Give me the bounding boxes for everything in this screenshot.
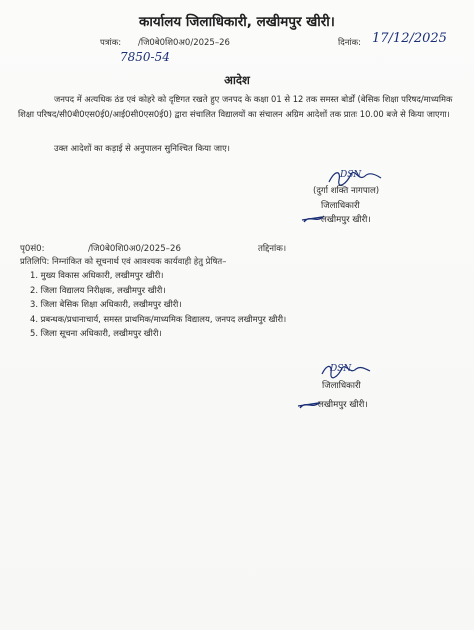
date-label: दिनांक: [338, 38, 362, 48]
endorsement-reference: /जि0बे0शि0अ0/2025–26 [88, 244, 181, 254]
endorsement-intro: प्रतिलिपि: निम्नांकित को सूचनार्थ एवं आवश्यक कार्यवाही हेतु प्रेषित– [20, 256, 227, 266]
signature-initials: DSN [340, 170, 362, 180]
recipient-list [30, 268, 286, 341]
order-paragraph-main: जनपद में अत्यधिक ठंड एवं कोहरे को दृष्टिगत रखते हुए जनपद के कक्षा 01 से 12 तक समस्त बोर्डों (बेसिक शिक्षा परिषद/माध्यमिक शिक्षा परिषद/सी0बी0एस0ई0/आई0सी0एस0ई0) द्वारा संचालित विद्यालयों का संचालन अग्रिम आदेशों तक प्रातः 10.00 बजे से किया जाएगा। [18, 94, 453, 119]
endorsement-date: तद्दिनांक। [258, 244, 287, 254]
list-item: 5. जिला सूचना अधिकारी, लखीमपुर खीरी। [30, 328, 162, 338]
list-item: 3. जिला बेसिक शिक्षा अधिकारी, लखीमपुर खीरी। [30, 299, 182, 309]
letter-reference: /जि0बे0शि0अ0/2025–26 [138, 38, 230, 48]
letter-label: पत्रांक: [100, 38, 122, 48]
signature-initials-2: DSN [330, 364, 352, 374]
endorsement-label: पृ0सं0: [20, 244, 45, 254]
signatory-name: (दुर्गा शक्ति नागपाल) [313, 186, 380, 196]
list-item: 1. मुख्य विकास अधिकारी, लखीमपुर खीरी। [30, 270, 164, 280]
list-item: 2. जिला विद्यालय निरीक्षक, लखीमपुर खीरी। [30, 284, 166, 295]
signatory-district-2: लखीमपुर खीरी। [318, 400, 368, 410]
signatory-district: लखीमपुर खीरी। [321, 215, 371, 225]
office-title: कार्यालय जिलाधिकारी, लखीमपुर खीरी। [139, 14, 335, 30]
signatory-designation-2: जिलाधिकारी [322, 381, 361, 391]
order-paragraph-compliance: उक्त आदेशों का कड़ाई से अनुपालन सुनिश्चित किया जाए। [54, 143, 230, 153]
order-heading: आदेश [224, 73, 250, 87]
signatory-designation: जिलाधिकारी [321, 201, 360, 211]
handwritten-dispatch-number: 7850-54 [120, 50, 170, 64]
handwritten-date: 17/12/2025 [372, 31, 447, 46]
list-item: 4. प्रबन्धक/प्रधानाचार्य, समस्त प्राथमिक/माध्यमिक विद्यालय, जनपद लखीमपुर खीरी। [30, 313, 287, 324]
